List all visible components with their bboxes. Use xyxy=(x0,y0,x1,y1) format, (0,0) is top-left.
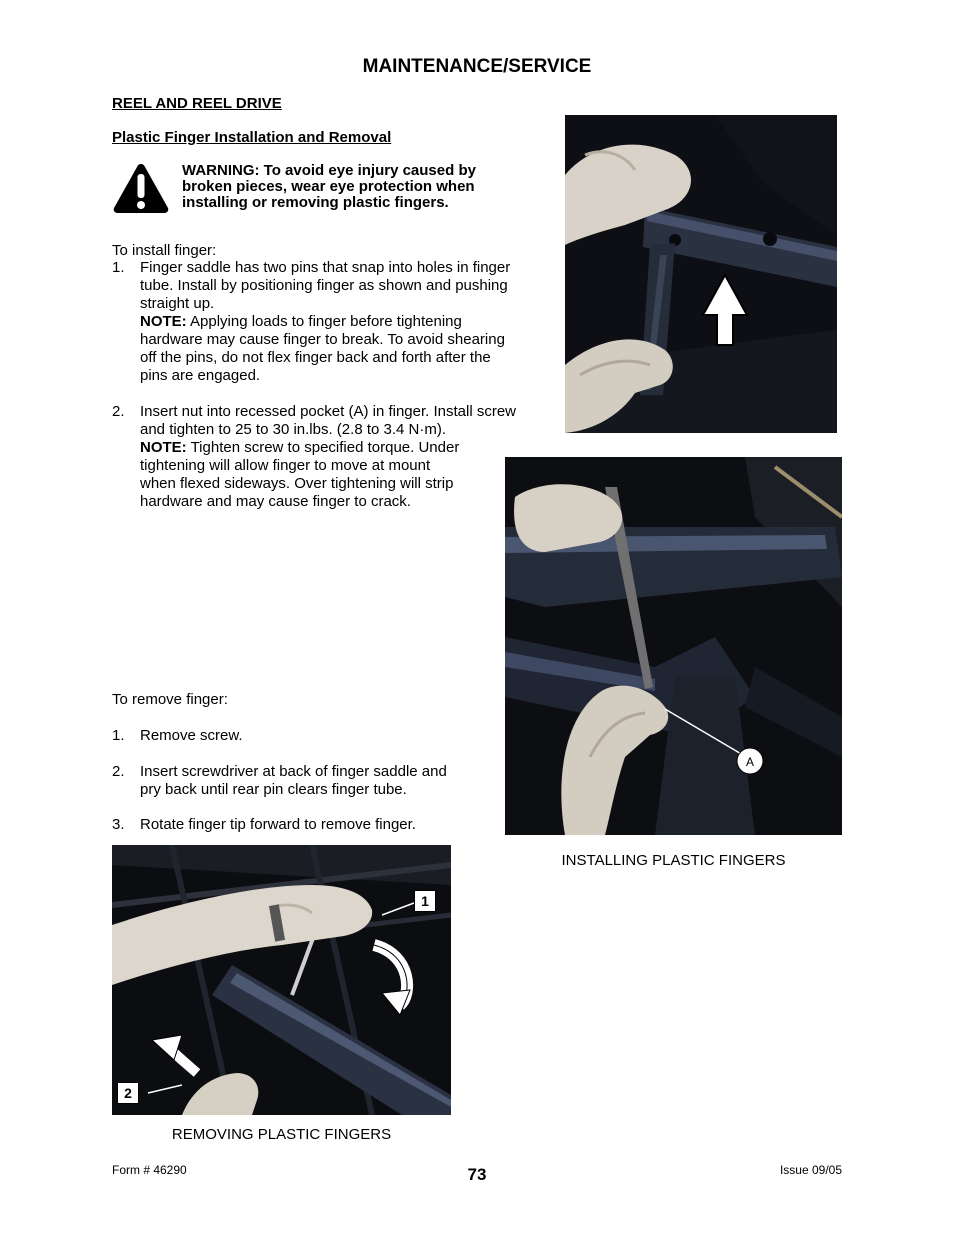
section-heading: REEL AND REEL DRIVE xyxy=(112,95,282,112)
install-step-1 xyxy=(112,259,542,389)
step-line: straight up. xyxy=(140,295,215,312)
photo-finger-install-up xyxy=(565,115,837,433)
remove-step-2 xyxy=(112,763,492,801)
step-line: Rotate finger tip forward to remove finger. xyxy=(140,816,416,833)
warning-line: broken pieces, wear eye protection when xyxy=(182,178,475,195)
step-number: 2. xyxy=(112,403,125,420)
remove-step-3 xyxy=(112,816,492,836)
warning-triangle-icon xyxy=(112,162,170,214)
note-line: when flexed sideways. Over tightening will strip xyxy=(140,475,454,492)
step-line: tube. Install by positioning finger as shown and pushing xyxy=(140,277,508,294)
note-line: NOTE: Tighten screw to specified torque. Under xyxy=(140,439,460,456)
note-line: hardware may cause finger to break. To avoid shearing xyxy=(140,331,505,348)
callout-a: A xyxy=(745,755,755,769)
note-label: NOTE: xyxy=(140,313,187,330)
section-subheading: Plastic Finger Installation and Removal xyxy=(112,129,392,146)
warning-text xyxy=(182,163,476,211)
remove-figure-caption: REMOVING PLASTIC FINGERS xyxy=(171,1126,392,1143)
install-intro: To install finger: xyxy=(112,242,217,259)
step-number: 1. xyxy=(112,259,125,276)
step-number: 1. xyxy=(112,727,125,744)
callout-1: 1 xyxy=(414,890,436,912)
step-number: 2. xyxy=(112,763,125,780)
note-line: NOTE: Applying loads to finger before tightening xyxy=(140,313,462,330)
remove-intro: To remove finger: xyxy=(112,691,228,708)
note-line: pins are engaged. xyxy=(140,367,261,384)
step-line: pry back until rear pin clears finger tube. xyxy=(140,781,407,798)
step-line: Insert nut into recessed pocket (A) in finger. Install screw xyxy=(140,403,517,420)
page-number: 73 xyxy=(467,1165,487,1184)
footer-form-number: Form # 46290 xyxy=(112,1163,187,1177)
remove-step-1 xyxy=(112,727,492,747)
step-line: Insert screwdriver at back of finger saddle and xyxy=(140,763,447,780)
photo-finger-install-screw xyxy=(505,457,842,835)
photo-finger-remove xyxy=(112,845,451,1115)
footer-issue: Issue 09/05 xyxy=(779,1163,842,1177)
warning-line: installing or removing plastic fingers. xyxy=(182,194,449,211)
warning-line: WARNING: To avoid eye injury caused by xyxy=(182,162,476,179)
note-line: hardware and may cause finger to crack. xyxy=(140,493,411,510)
note-line: off the pins, do not flex finger back and forth after the xyxy=(140,349,491,366)
step-line: Finger saddle has two pins that snap into holes in finger xyxy=(140,259,511,276)
page-title: MAINTENANCE/SERVICE xyxy=(362,56,592,77)
note-line: tightening will allow finger to move at mount xyxy=(140,457,431,474)
step-number: 3. xyxy=(112,816,125,833)
step-line: Remove screw. xyxy=(140,727,243,744)
step-line: and tighten to 25 to 30 in.lbs. (2.8 to 3.4 N·m). xyxy=(140,421,447,438)
install-step-2 xyxy=(112,403,542,513)
callout-2: 2 xyxy=(117,1082,139,1104)
note-label: NOTE: xyxy=(140,439,187,456)
install-figure-caption: INSTALLING PLASTIC FINGERS xyxy=(561,852,786,869)
